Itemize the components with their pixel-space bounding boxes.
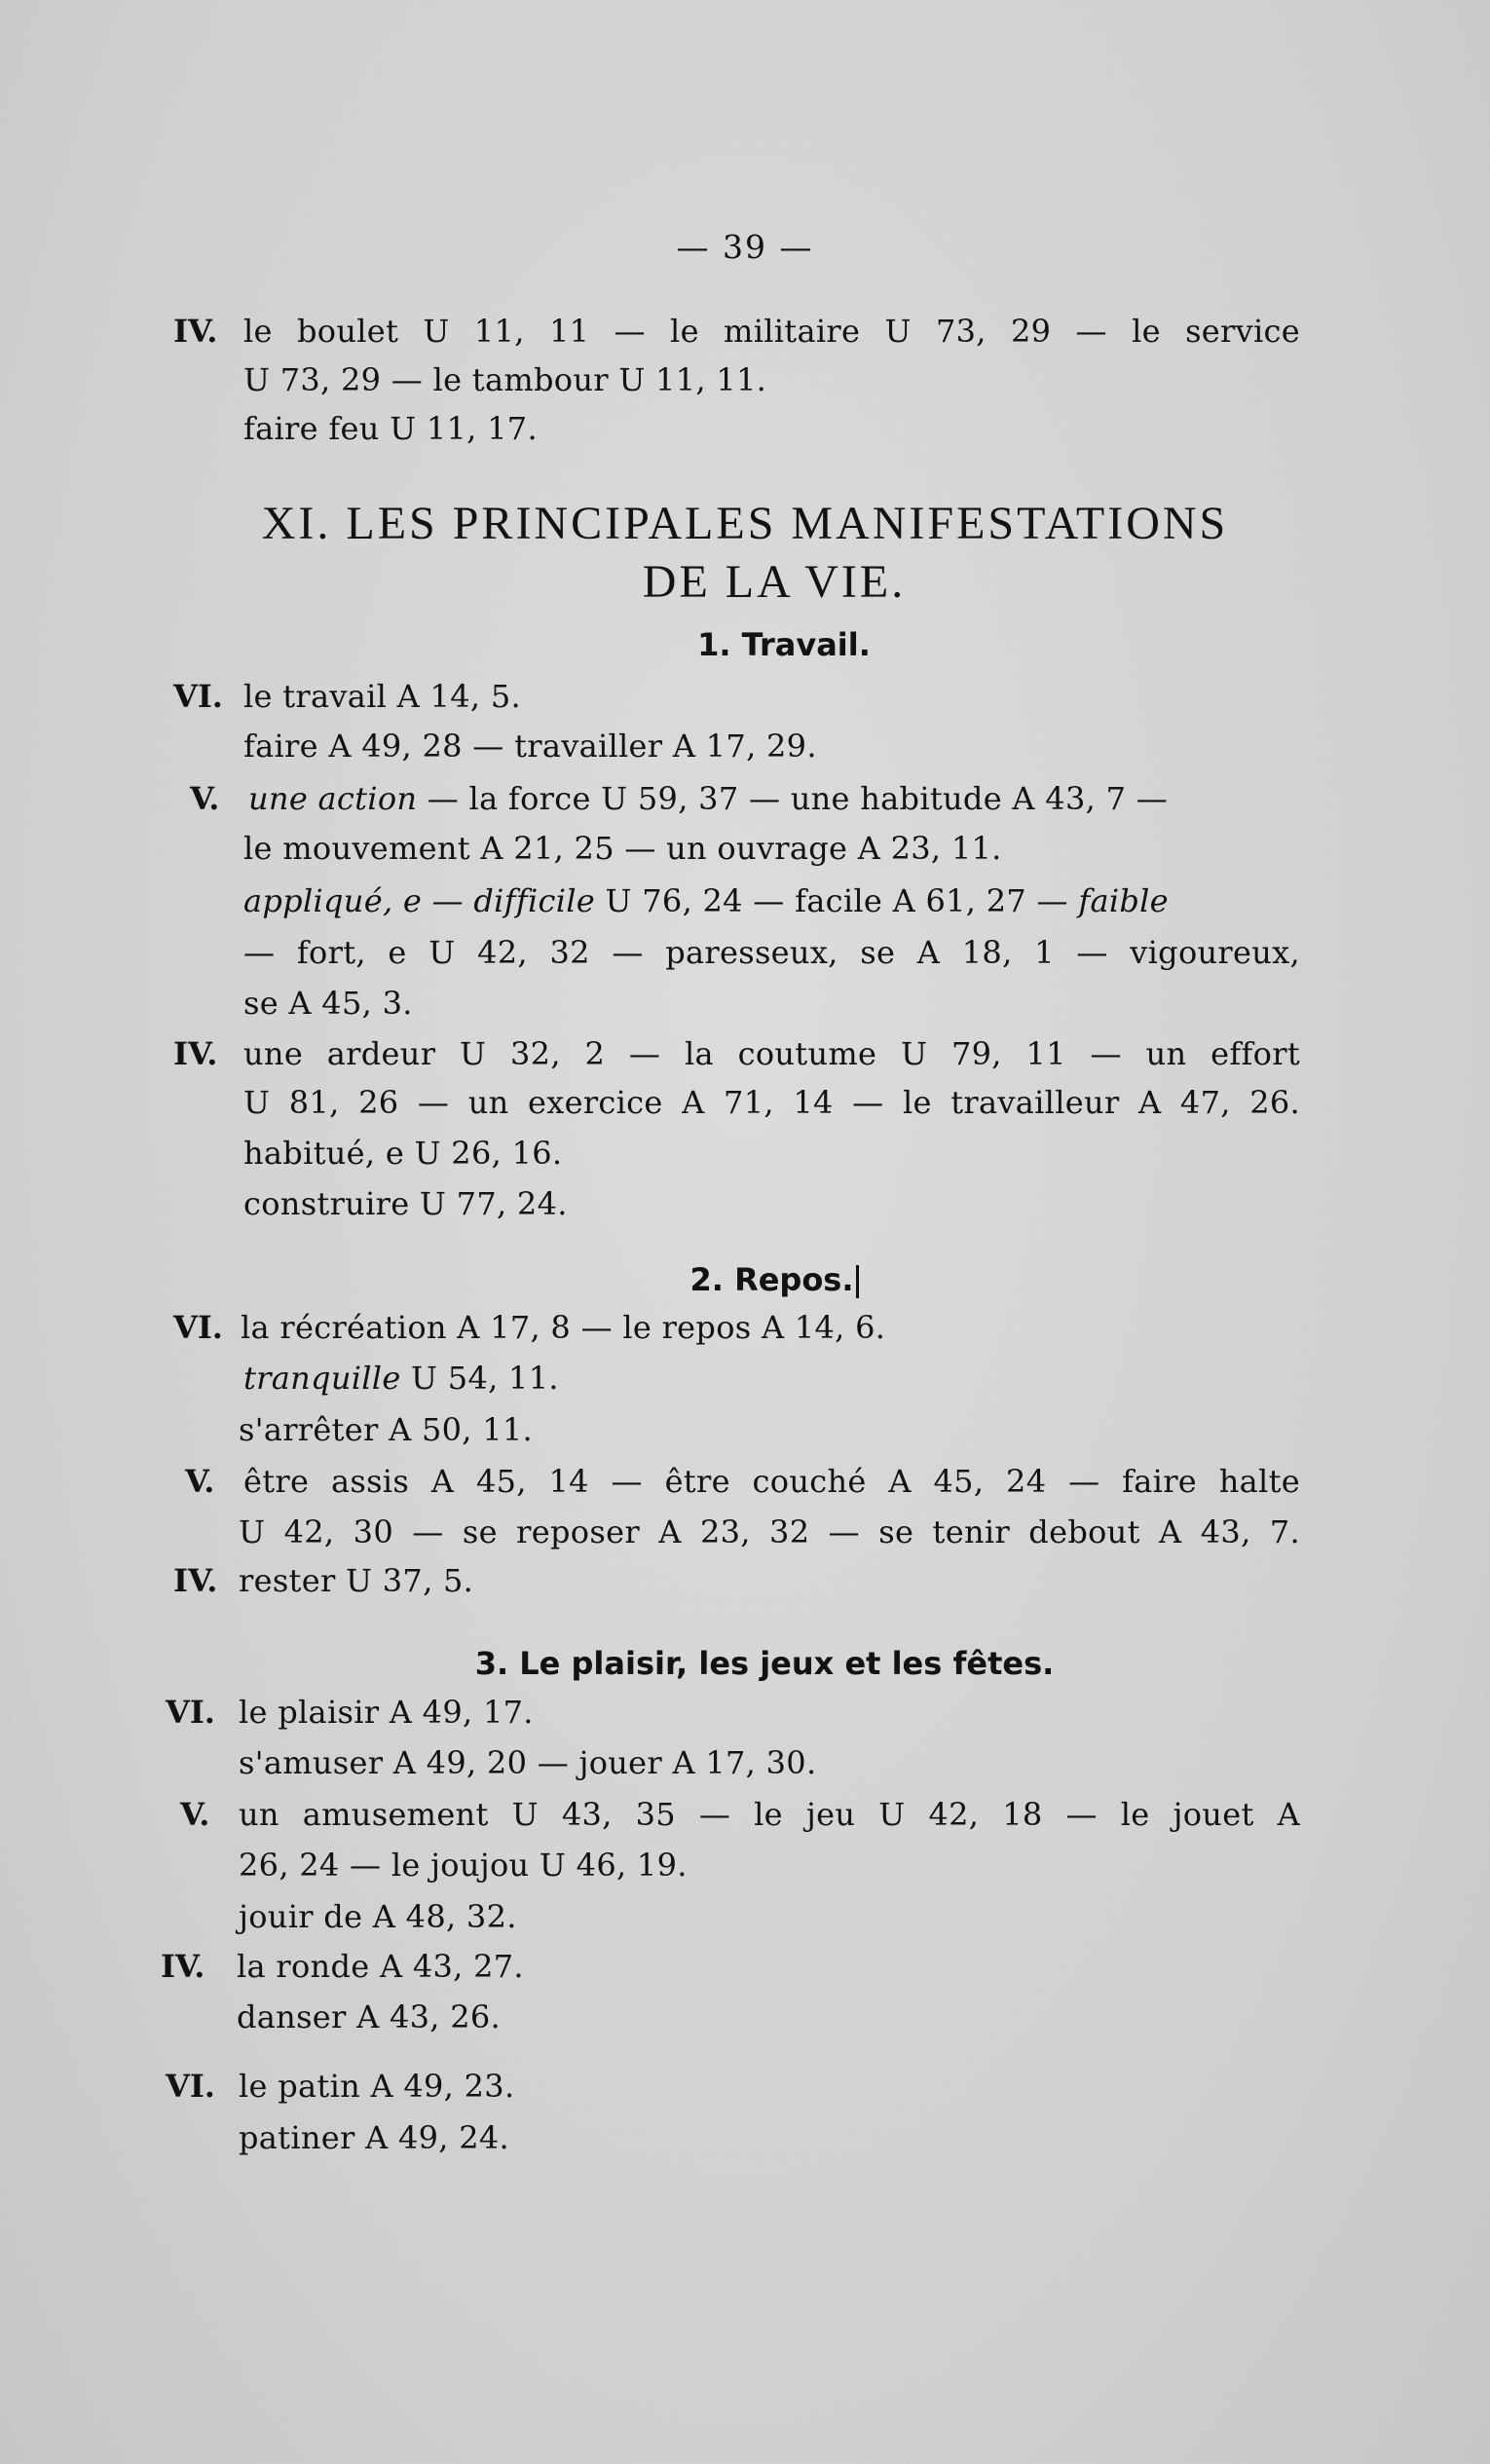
entry-line: le boulet U 11, 11 — le militaire U 73, 29 — le service — [243, 313, 1300, 350]
level-label: V. — [190, 780, 220, 817]
italic-term: appliqué, e — difficile — [243, 882, 596, 919]
section-title-plaisir: 3. Le plaisir, les jeux et les fêtes. — [474, 1645, 1055, 1682]
level-label: IV. — [161, 1948, 205, 1985]
entry-line: la récréation A 17, 8 — le repos A 14, 6. — [241, 1309, 886, 1346]
entry-line: construire U 77, 24. — [243, 1185, 568, 1222]
entry-line: le plaisir A 49, 17. — [239, 1694, 534, 1731]
entry-line: jouir de A 48, 32. — [239, 1898, 517, 1935]
entry-line: U 73, 29 — le tambour U 11, 11. — [243, 361, 767, 398]
entry-line: danser A 43, 26. — [237, 1998, 502, 2035]
chapter-title-line2: DE LA VIE. — [642, 556, 907, 608]
level-label: VI. — [166, 2068, 215, 2105]
entry-line: — fort, e U 42, 32 — paresseux, se A 18, 1 — vigoureux, — [243, 934, 1300, 971]
entry-line: la ronde A 43, 27. — [237, 1948, 524, 1985]
italic-term: faible — [1078, 882, 1169, 919]
entry-line: le patin A 49, 23. — [239, 2068, 515, 2105]
entry-line — [248, 779, 1168, 818]
level-label: V. — [185, 1463, 215, 1500]
chapter-title: XI. LES PRINCIPALES MANIFESTATIONS — [261, 498, 1229, 549]
entry-line: s'amuser A 49, 20 — jouer A 17, 30. — [239, 1744, 817, 1781]
entry-line: être assis A 45, 14 — être couché A 45, 24 — faire halte — [243, 1463, 1300, 1500]
entry-line: patiner A 49, 24. — [239, 2119, 510, 2156]
entry-line: se A 45, 3. — [243, 985, 413, 1022]
section-title-repos — [29, 1260, 1490, 1299]
entry-line: U 81, 26 — un exercice A 71, 14 — le travailleur A 47, 26. — [243, 1084, 1300, 1121]
level-label: VI. — [173, 678, 223, 715]
entry-text: U 76, 24 — facile A 61, 27 — — [595, 882, 1079, 919]
italic-term: tranquille — [243, 1360, 401, 1397]
level-label: VI. — [166, 1694, 215, 1731]
entry-line: rester U 37, 5. — [239, 1562, 474, 1599]
section-title-text: 2. Repos. — [689, 1261, 854, 1298]
level-label: IV. — [173, 1035, 218, 1072]
italic-term: une action — [248, 780, 418, 817]
level-label: IV. — [173, 1562, 218, 1599]
entry-line: U 42, 30 — se reposer A 23, 32 — se tenir debout A 43, 7. — [239, 1513, 1300, 1550]
section-title-travail: 1. Travail. — [697, 626, 871, 663]
entry-line: une ardeur U 32, 2 — la coutume U 79, 11 — un effort — [243, 1035, 1300, 1072]
level-label: V. — [180, 1796, 210, 1833]
entry-line: s'arrêter A 50, 11. — [239, 1411, 534, 1448]
entry-line: faire A 49, 28 — travailler A 17, 29. — [243, 728, 817, 765]
level-label: VI. — [173, 1309, 223, 1346]
entry-line: le travail A 14, 5. — [243, 678, 521, 715]
entry-text: U 54, 11. — [400, 1360, 559, 1397]
entry-line: un amusement U 43, 35 — le jeu U 42, 18 — le jouet A — [239, 1796, 1300, 1833]
entry-line — [243, 1359, 559, 1398]
entry-line — [243, 881, 1169, 920]
level-label: IV. — [173, 313, 218, 350]
entry-line: habitué, e U 26, 16. — [243, 1135, 563, 1172]
page-number: — 39 — — [676, 228, 814, 266]
entry-line: 26, 24 — le joujou U 46, 19. — [239, 1847, 688, 1884]
text-cursor — [856, 1265, 859, 1298]
entry-line: le mouvement A 21, 25 — un ouvrage A 23, 11. — [243, 830, 1002, 867]
entry-line: faire feu U 11, 17. — [243, 410, 538, 447]
entry-text: — la force U 59, 37 — une habitude A 43, 7 — — [417, 780, 1168, 817]
